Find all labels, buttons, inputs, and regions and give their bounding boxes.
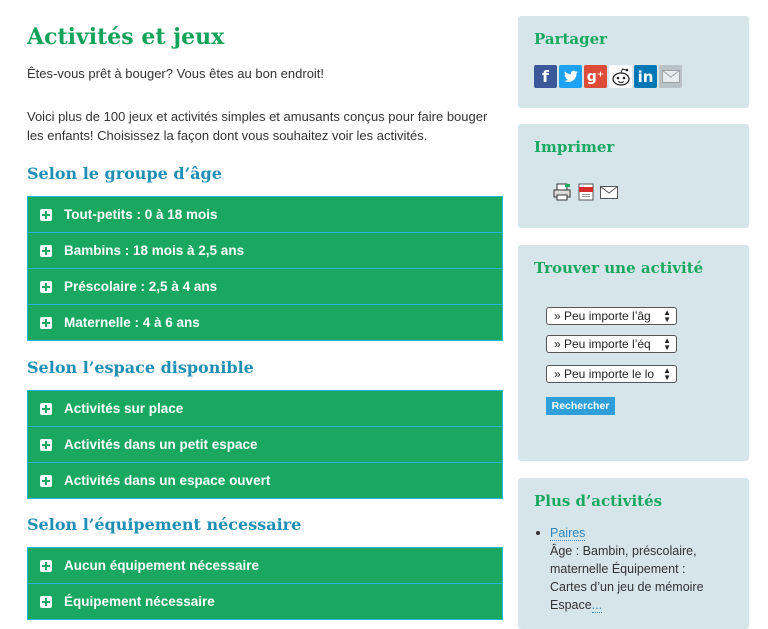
linkedin-icon[interactable]: in (634, 65, 657, 88)
age-group-accordion (27, 196, 503, 341)
age-select[interactable] (546, 307, 677, 325)
age-select-value: » Peu importe l’âg (554, 309, 651, 323)
select-arrows-icon: ▲ ▼ (663, 366, 671, 382)
plus-icon (40, 281, 52, 293)
more-activities-title: Plus d’activités (534, 492, 663, 510)
section-heading-equipment: Selon l’équipement nécessaire (27, 515, 302, 534)
intro-text: Êtes-vous prêt à bouger? Vous êtes au bon endroit! (27, 66, 325, 81)
share-icons (534, 65, 684, 88)
equipment-select-value: » Peu importe l’éq (554, 337, 651, 351)
section-heading-age: Selon le groupe d’âge (27, 164, 222, 183)
bullet-icon (536, 531, 540, 535)
accordion-label: Tout-petits : 0 à 18 mois (64, 207, 218, 222)
accordion-item-small-space[interactable] (27, 426, 503, 462)
intro-description: Voici plus de 100 jeux et activités simples et amusants conçus pour faire bouger les enfants! Choisissez la façon dont vous souhaitez voir les activités. (27, 109, 488, 143)
plus-icon (40, 475, 52, 487)
accordion-label: Aucun équipement nécessaire (64, 558, 260, 573)
location-select-value: » Peu importe le lo (554, 367, 655, 381)
email-icon[interactable] (600, 186, 618, 204)
location-select[interactable] (546, 365, 677, 383)
twitter-icon[interactable] (559, 65, 582, 88)
accordion-label: Activités sur place (64, 401, 184, 416)
print-title: Imprimer (534, 138, 615, 156)
accordion-item-no-equipment[interactable] (27, 547, 503, 583)
equipment-select[interactable] (546, 335, 677, 353)
list-item (534, 524, 724, 614)
print-widget (518, 124, 749, 228)
plus-icon (40, 596, 52, 608)
plus-icon (40, 245, 52, 257)
more-activities-widget (518, 478, 749, 629)
accordion-label: Bambins : 18 mois à 2,5 ans (64, 243, 245, 258)
accordion-item-kindergarten[interactable] (27, 304, 503, 341)
find-activity-title: Trouver une activité (534, 259, 704, 277)
page-title: Activités et jeux (27, 24, 225, 50)
plus-icon (40, 317, 52, 329)
activity-link-paires[interactable]: Paires (550, 526, 586, 540)
accordion-item-preschool[interactable] (27, 268, 503, 304)
pdf-icon[interactable] (578, 183, 594, 206)
section-heading-space: Selon l’espace disponible (27, 358, 254, 377)
plus-icon (40, 403, 52, 415)
share-title: Partager (534, 30, 608, 48)
accordion-item-toddlers[interactable] (27, 196, 503, 232)
plus-icon (40, 439, 52, 451)
email-icon[interactable] (659, 65, 682, 88)
google-plus-icon[interactable]: g⁺ (584, 65, 607, 88)
activity-more-word: Espace (550, 598, 592, 612)
accordion-label: Activités dans un espace ouvert (64, 473, 271, 488)
print-icon[interactable] (552, 182, 572, 207)
select-arrows-icon: ▲ ▼ (663, 336, 671, 352)
accordion-label: Préscolaire : 2,5 à 4 ans (64, 279, 218, 294)
plus-icon (40, 209, 52, 221)
accordion-item-open-space[interactable] (27, 462, 503, 499)
read-more-link[interactable]: ... (591, 598, 603, 612)
accordion-label: Équipement nécessaire (64, 594, 215, 609)
facebook-icon[interactable]: f (534, 65, 557, 88)
plus-icon (40, 560, 52, 572)
search-button[interactable]: Rechercher (546, 397, 615, 415)
accordion-label: Maternelle : 4 à 6 ans (64, 315, 200, 330)
reddit-icon[interactable] (609, 65, 632, 88)
select-arrows-icon: ▲ ▼ (663, 308, 671, 324)
print-icons (552, 182, 624, 207)
accordion-item-bambins[interactable] (27, 232, 503, 268)
accordion-item-in-place[interactable] (27, 390, 503, 426)
space-accordion (27, 390, 503, 499)
share-widget (518, 16, 749, 108)
find-activity-widget (518, 245, 749, 461)
accordion-item-equipment[interactable] (27, 583, 503, 620)
activity-description: Âge : Bambin, préscolaire, maternelle Équipement : Cartes d’un jeu de mémoire (550, 544, 704, 594)
equipment-accordion (27, 547, 503, 620)
accordion-label: Activités dans un petit espace (64, 437, 258, 452)
more-activities-list (534, 524, 724, 614)
